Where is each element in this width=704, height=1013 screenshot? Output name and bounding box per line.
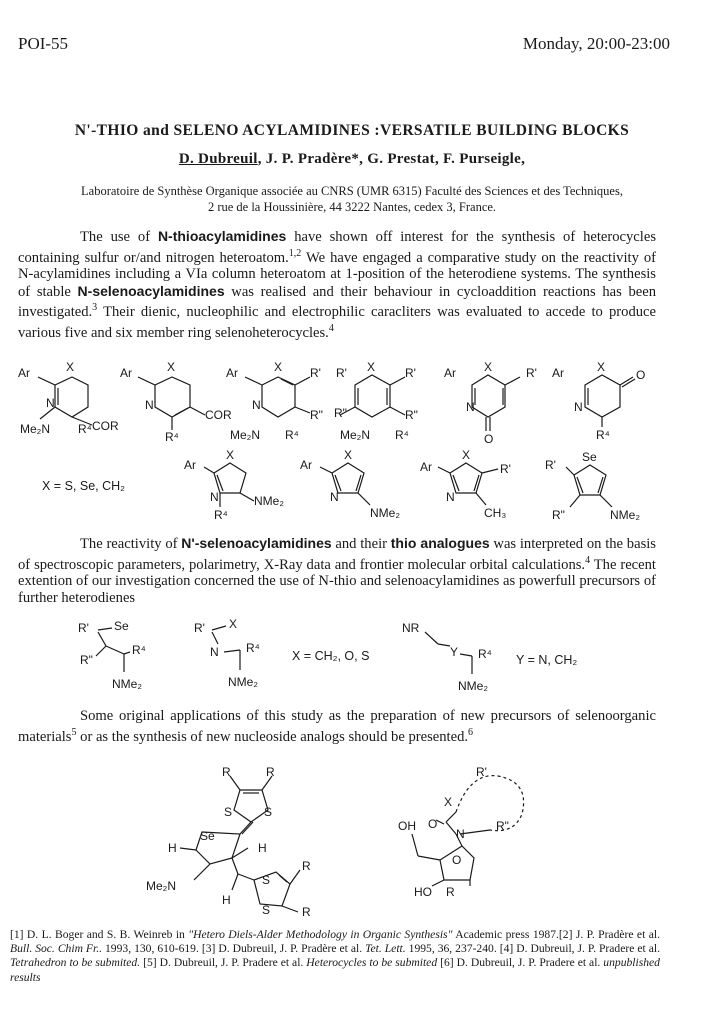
svg-text:R": R"	[405, 408, 418, 422]
structure-3	[226, 360, 323, 442]
svg-text:N: N	[330, 490, 339, 504]
svg-text:X: X	[274, 360, 283, 374]
svg-text:N: N	[46, 396, 55, 410]
svg-text:R': R'	[194, 621, 205, 635]
svg-text:R⁴: R⁴	[165, 430, 179, 444]
paper-title: N'-THIO and SELENO ACYLAMIDINES :VERSATILE BUILDING BLOCKS	[74, 122, 630, 139]
svg-text:Se: Se	[200, 829, 215, 843]
svg-text:R: R	[446, 885, 455, 899]
svg-text:R': R'	[78, 621, 89, 635]
svg-text:R⁴: R⁴	[214, 508, 228, 522]
paragraph-reactivity: The reactivity of N'-selenoacylamidines and their thio analogues was interpreted on the basis of spectroscopic parameters, polarimetry, X-Ray data and frontier molecular orbital calculations.$^4$ The recent extention of our investigation concerned the use of N-thio and selenoacylamidines as powerfull precursors of further heterodienes	[18, 535, 656, 606]
svg-text:NMe₂: NMe₂	[228, 675, 258, 689]
scheme-heterocycles	[0, 355, 704, 530]
svg-text:R": R"	[496, 819, 509, 833]
svg-text:Me₂N: Me₂N	[340, 428, 370, 442]
svg-text:N: N	[210, 490, 219, 504]
structure-6	[552, 360, 645, 442]
structure-2	[120, 360, 232, 444]
structure-1	[18, 360, 119, 436]
label-ar: Ar	[18, 366, 30, 380]
svg-text:N: N	[466, 400, 475, 414]
co-authors: , J. P. Pradère*, G. Prestat, F. Purseigle,	[257, 151, 526, 167]
svg-text:R⁴: R⁴	[395, 428, 409, 442]
svg-text:N: N	[252, 398, 261, 412]
svg-text:R": R"	[334, 406, 347, 420]
structure-9	[420, 448, 511, 520]
svg-text:Ar: Ar	[552, 366, 564, 380]
presenting-author: D. Dubreuil	[178, 151, 258, 167]
scheme-applications	[0, 762, 704, 922]
svg-text:N: N	[145, 398, 154, 412]
svg-text:N: N	[456, 827, 465, 841]
svg-text:R': R'	[310, 366, 321, 380]
diene-se	[78, 619, 146, 691]
svg-text:COR: COR	[92, 419, 119, 433]
structure-10	[545, 450, 640, 522]
svg-text:H: H	[258, 841, 267, 855]
svg-text:H: H	[222, 893, 231, 907]
svg-text:NMe₂: NMe₂	[458, 679, 488, 693]
svg-text:N: N	[446, 490, 455, 504]
svg-text:O: O	[484, 432, 494, 446]
svg-text:R': R'	[526, 366, 537, 380]
svg-text:COR: COR	[205, 408, 232, 422]
svg-text:X: X	[367, 360, 376, 374]
svg-text:X: X	[462, 448, 471, 462]
svg-text:R⁴: R⁴	[246, 641, 260, 655]
svg-text:Ar: Ar	[120, 366, 132, 380]
author-list	[0, 151, 704, 168]
structure-4	[334, 360, 418, 442]
y-definition: Y = N, CH₂	[516, 653, 578, 667]
svg-text:O: O	[636, 368, 646, 382]
selenophene-ttf	[146, 765, 311, 919]
svg-text:R': R'	[476, 765, 487, 779]
svg-text:O: O	[428, 817, 438, 831]
svg-text:N: N	[574, 400, 583, 414]
svg-text:NMe₂: NMe₂	[112, 677, 142, 691]
svg-text:X: X	[597, 360, 606, 374]
paragraph-applications: Some original applications of this study as the preparation of new precursors of selenoorganic materials$^5$ or as the synthesis of new nucleoside analogs should be presented.$^6$	[18, 708, 656, 745]
svg-text:Me₂N: Me₂N	[146, 879, 176, 893]
svg-text:S: S	[262, 903, 271, 917]
svg-text:S: S	[262, 873, 271, 887]
svg-text:Ar: Ar	[300, 458, 312, 472]
svg-text:X: X	[484, 360, 493, 374]
svg-text:NR: NR	[402, 621, 420, 635]
svg-text:R⁴: R⁴	[478, 647, 492, 661]
svg-text:R': R'	[500, 462, 511, 476]
svg-text:Me₂N: Me₂N	[20, 422, 50, 436]
svg-text:Ar: Ar	[226, 366, 238, 380]
svg-text:N: N	[210, 645, 219, 659]
scheme-heterodienes	[0, 610, 704, 695]
svg-text:S: S	[264, 805, 273, 819]
svg-text:Se: Se	[582, 450, 597, 464]
svg-text:X: X	[444, 795, 453, 809]
svg-text:R: R	[266, 765, 275, 779]
structure-7	[184, 448, 284, 522]
svg-text:Y: Y	[450, 645, 459, 659]
svg-text:X: X	[226, 448, 235, 462]
diene-x	[194, 617, 260, 689]
svg-text:R: R	[302, 905, 311, 919]
svg-text:CH₃: CH₃	[484, 506, 507, 520]
references: [1] D. L. Boger and S. B. Weinreb in "Hetero Diels-Alder Methodology in Organic Synthesis" Academic press 1987.[2] J. P. Pradère et al. Bull. Soc. Chim Fr.. 1993, 130, 610-619. [3] D. Dubreuil, J. P. Pradère et al. Tet. Lett. 1995, 36, 237-240. [4] D. Dubreuil, J. P. Pradere et al. Tetrahedron to be submited. [5] D. Dubreuil, J. P. Pradere et al. Heterocycles to be submited [6] D. Dubreuil, J. P. Pradere et al. unpublished results	[10, 928, 660, 984]
svg-text:S: S	[224, 805, 233, 819]
svg-text:X: X	[66, 360, 75, 374]
x-definition-2: X = CH₂, O, S	[292, 649, 370, 663]
svg-text:NMe₂: NMe₂	[370, 506, 400, 520]
svg-text:R⁴: R⁴	[596, 428, 610, 442]
svg-text:X: X	[344, 448, 353, 462]
affiliation-line-1: Laboratoire de Synthèse Organique associée au CNRS (UMR 6315) Faculté des Sciences et des Techniques,	[81, 184, 623, 198]
diene-y	[402, 621, 492, 693]
svg-text:Me₂N: Me₂N	[230, 428, 260, 442]
svg-text:R": R"	[80, 653, 93, 667]
session-time: Monday, 20:00-23:00	[522, 34, 670, 53]
svg-text:R⁴: R⁴	[78, 422, 92, 436]
structure-8	[300, 448, 400, 520]
svg-text:OH: OH	[398, 819, 416, 833]
svg-text:Ar: Ar	[420, 460, 432, 474]
svg-text:Ar: Ar	[184, 458, 196, 472]
svg-text:H: H	[168, 841, 177, 855]
x-definition: X = S, Se, CH₂	[42, 479, 126, 493]
affiliation	[0, 183, 704, 215]
svg-text:NMe₂: NMe₂	[610, 508, 640, 522]
svg-text:R': R'	[336, 366, 347, 380]
svg-text:HO: HO	[414, 885, 432, 899]
svg-text:R: R	[222, 765, 231, 779]
svg-text:Se: Se	[114, 619, 129, 633]
structure-5	[444, 360, 537, 446]
svg-text:NMe₂: NMe₂	[254, 494, 284, 508]
svg-text:X: X	[167, 360, 176, 374]
svg-text:R': R'	[545, 458, 556, 472]
svg-text:R⁴: R⁴	[285, 428, 299, 442]
svg-text:R: R	[302, 859, 311, 873]
svg-text:X: X	[229, 617, 238, 631]
affiliation-line-2: 2 rue de la Houssinière, 44 3222 Nantes, cedex 3, France.	[207, 200, 497, 214]
nucleoside-analog	[398, 765, 524, 899]
svg-text:R': R'	[405, 366, 416, 380]
svg-text:O: O	[452, 853, 462, 867]
paragraph-intro: The use of N-thioacylamidines have shown off interest for the synthesis of heterocycles containing sulfur or/and nitrogen heteroatom.$^{1,2}$ We have engaged a comparative study on the reactivity of N-acylamidines including a VIa column heteroatom at 1-position of the heterodiene systems. The synthesis of stable N-selenoacylamidines was realised and their behaviour in cycloaddition reactions has been investigated.$^3$ Their dienic, nucleophilic and electrophilic caracliters was evaluated to accede to produce various five and six member ring selenoheterocycles.$^4$	[18, 228, 657, 341]
poster-code: POI-55	[18, 34, 69, 53]
svg-text:R⁴: R⁴	[132, 643, 146, 657]
svg-text:R": R"	[552, 508, 565, 522]
svg-text:R": R"	[310, 408, 323, 422]
svg-text:Ar: Ar	[444, 366, 456, 380]
